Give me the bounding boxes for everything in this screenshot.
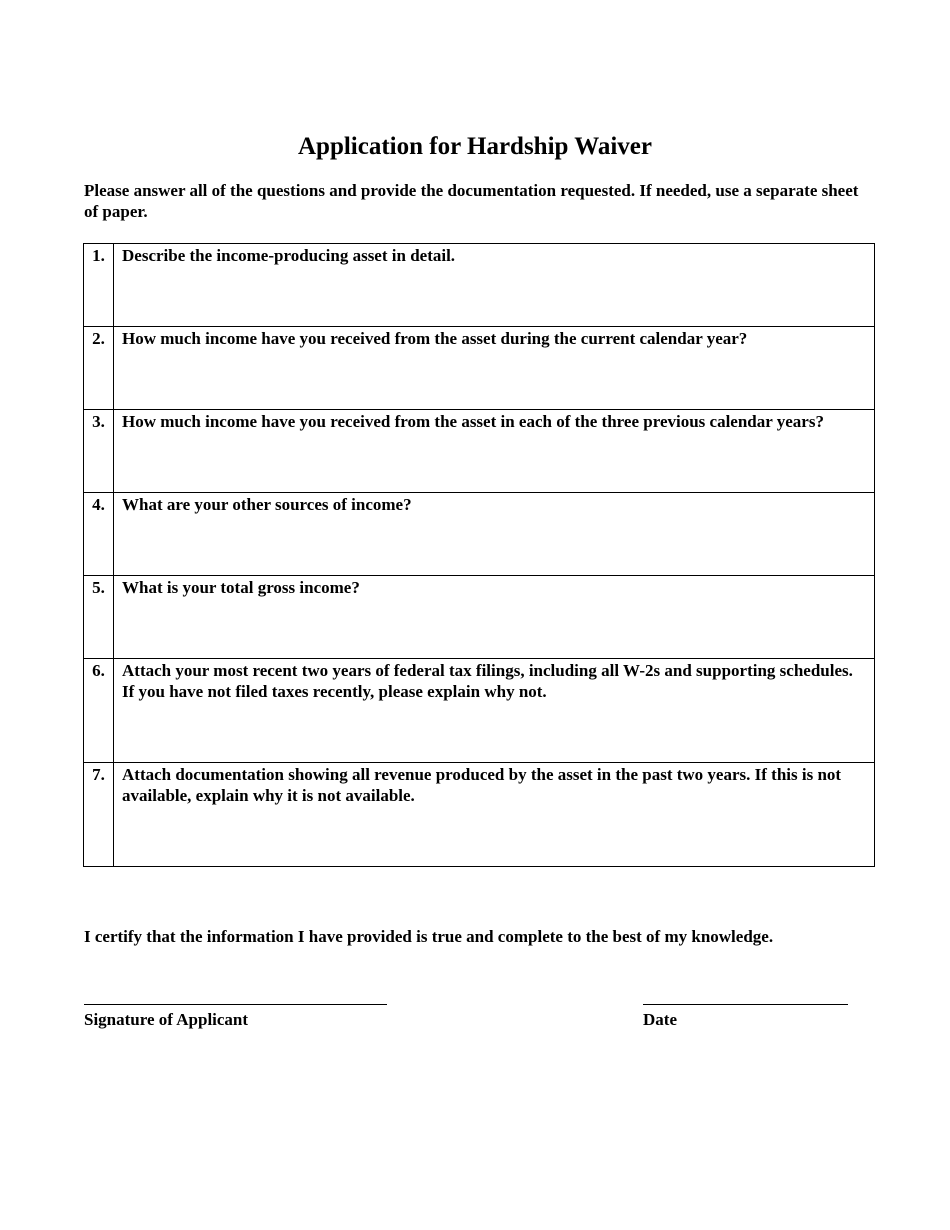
question-text: What are your other sources of income? [122,495,412,514]
question-row-1 [84,244,875,327]
question-answer-cell[interactable] [114,410,875,493]
question-answer-cell[interactable] [114,763,875,867]
question-answer-cell[interactable] [114,576,875,659]
question-number: 1. [84,244,114,327]
form-instructions: Please answer all of the questions and provide the documentation requested. If needed, use a separate sheet of paper. [84,181,859,221]
question-text: Attach your most recent two years of federal tax filings, including all W-2s and supporting schedules. If you have not filed taxes recently, please explain why not. [122,661,853,701]
question-answer-cell[interactable] [114,327,875,410]
question-number: 3. [84,410,114,493]
question-answer-cell[interactable] [114,244,875,327]
signature-line[interactable] [84,1004,387,1005]
question-text: Describe the income-producing asset in detail. [122,246,456,265]
question-row-2 [84,327,875,410]
question-row-7 [84,763,875,867]
signature-label: Signature of Applicant [84,1010,249,1029]
question-text: How much income have you received from the asset during the current calendar year? [122,329,748,348]
question-answer-cell[interactable] [114,659,875,763]
question-row-6 [84,659,875,763]
question-number: 2. [84,327,114,410]
questions-table [83,243,875,867]
question-text: What is your total gross income? [122,578,360,597]
question-number: 5. [84,576,114,659]
question-number: 6. [84,659,114,763]
question-answer-cell[interactable] [114,493,875,576]
question-row-5 [84,576,875,659]
question-number: 4. [84,493,114,576]
date-line[interactable] [643,1004,848,1005]
question-number: 7. [84,763,114,867]
question-text: Attach documentation showing all revenue produced by the asset in the past two years. If this is not available, explain why it is not available. [122,765,842,805]
question-text: How much income have you received from the asset in each of the three previous calendar years? [122,412,824,431]
certification-statement: I certify that the information I have provided is true and complete to the best of my knowledge. [84,927,774,946]
form-title: Application for Hardship Waiver [298,133,652,160]
question-row-3 [84,410,875,493]
date-label: Date [643,1010,677,1029]
question-row-4 [84,493,875,576]
